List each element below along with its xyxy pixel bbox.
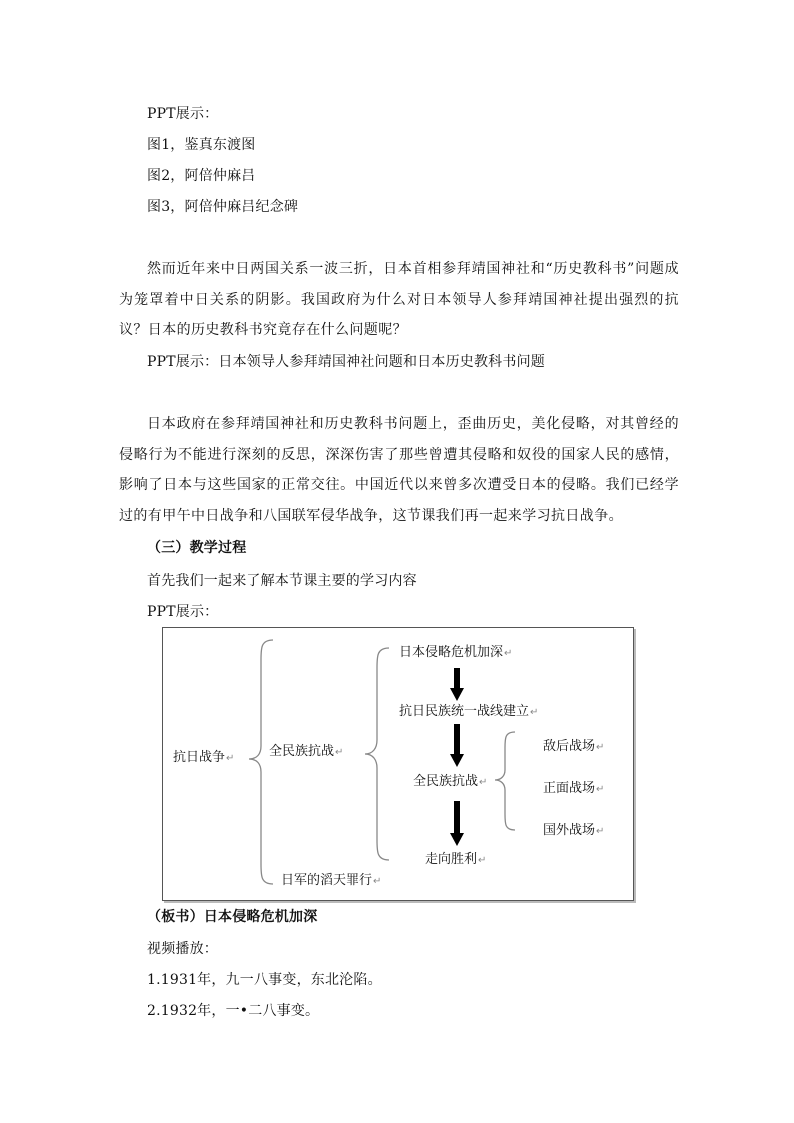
section-heading-teaching-process: （三）教学过程 xyxy=(147,540,247,556)
diagram-step-1: 日本侵略危机加深↵ xyxy=(399,645,513,660)
list-item-1: 1.1931年，九一八事变，东北沦陷。 xyxy=(147,972,382,988)
brace-branch1 xyxy=(365,648,389,860)
arrow-down-icon xyxy=(450,724,464,768)
brace-root xyxy=(249,640,273,884)
diagram-step-4: 走向胜利↵ xyxy=(425,852,487,867)
ppt-label-1: PPT展示： xyxy=(147,106,219,122)
paragraph-sino-japanese-relations: 然而近年来中日两国关系一波三折，日本首相参拜靖国神社和“历史教科书”问题成为笼罩着中日关系的阴影。我国政府为什么对日本领导人参拜靖国神社提出强烈的抗议？日本的历史教科书究竟存在什么问题呢？ xyxy=(119,261,679,338)
arrow-down-icon xyxy=(450,801,464,847)
diagram-branch-full-resistance: 全民族抗战↵ xyxy=(269,744,344,759)
figure-caption-3: 图3，阿倍仲麻吕纪念碑 xyxy=(147,199,299,215)
diagram-step-3: 全民族抗战↵ xyxy=(413,774,488,789)
diagram-battlefield-1: 敌后战场↵ xyxy=(543,739,605,754)
diagram-battlefield-2: 正面战场↵ xyxy=(543,781,605,796)
ppt-label-3: PPT展示： xyxy=(147,604,219,620)
list-item-2: 2.1932年，一•二八事变。 xyxy=(147,1003,320,1019)
board-heading: （板书）日本侵略危机加深 xyxy=(147,909,318,925)
diagram-battlefield-3: 国外战场↵ xyxy=(543,823,605,838)
figure-caption-1: 图1，鉴真东渡图 xyxy=(147,137,256,153)
paragraph-japanese-government: 日本政府在参拜靖国神社和历史教科书问题上，歪曲历史，美化侵略，对其曾经的侵略行为不能进行深刻的反思，深深伤害了那些曾遭其侵略和奴役的国家人民的感情，影响了日本与这些国家的正常交往。中国近代以来曾多次遭受日本的侵略。我们已经学过的有甲午中日战争和八国联军侵华战争，这节课我们再一起来学习抗日战争。 xyxy=(119,416,679,524)
diagram-step-2: 抗日民族统一战线建立↵ xyxy=(399,704,539,719)
intro-line: 首先我们一起来了解本节课主要的学习内容 xyxy=(147,573,417,589)
brace-battlefields xyxy=(495,732,515,830)
ppt-label-2: PPT展示：日本领导人参拜靖国神社问题和日本历史教科书问题 xyxy=(147,354,545,370)
diagram-root-label: 抗日战争↵ xyxy=(173,750,235,765)
lesson-structure-diagram xyxy=(162,627,634,901)
arrow-down-icon xyxy=(450,668,464,702)
figure-caption-2: 图2，阿倍仲麻吕 xyxy=(147,168,256,184)
diagram-branch-atrocities: 日军的滔天罪行↵ xyxy=(281,873,382,888)
video-label: 视频播放： xyxy=(147,941,218,957)
